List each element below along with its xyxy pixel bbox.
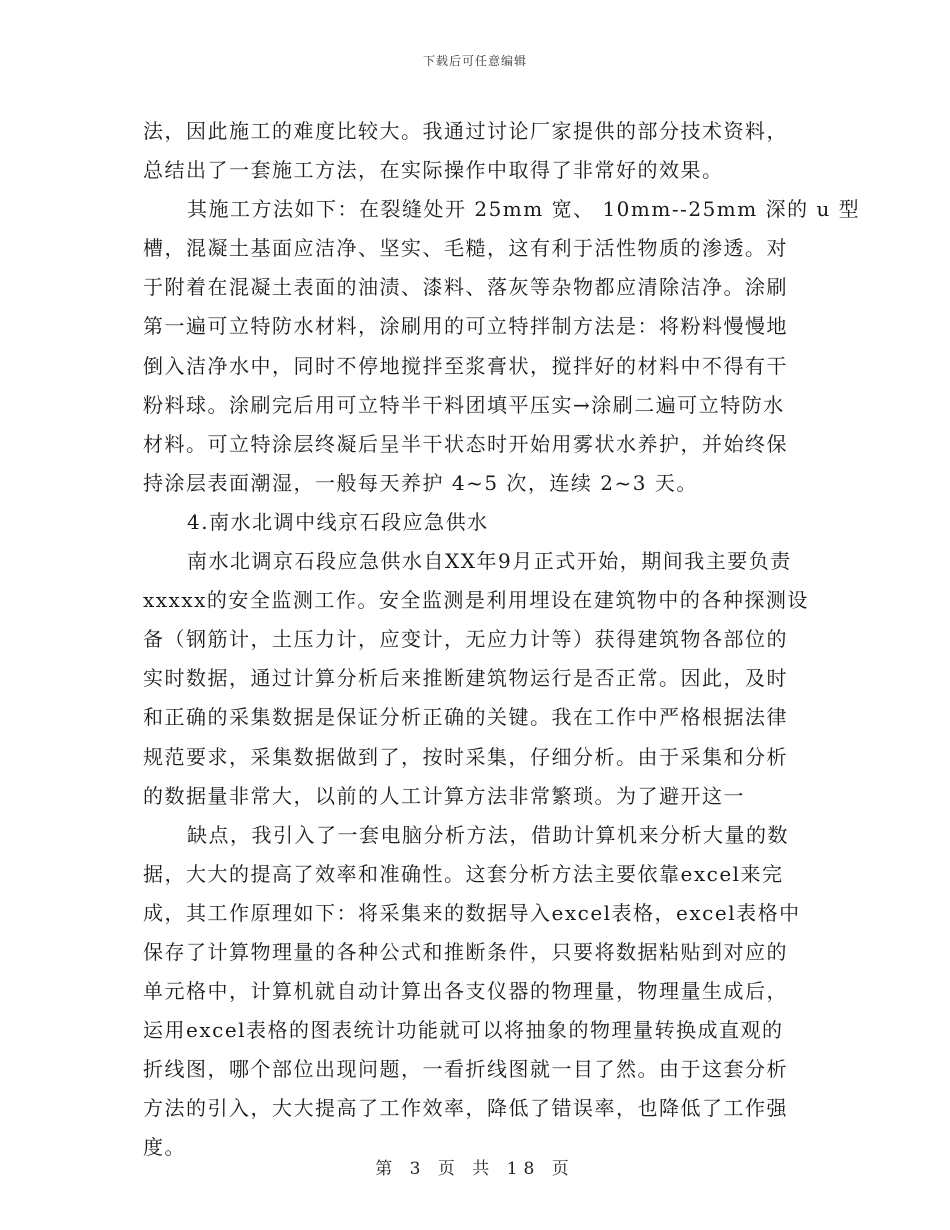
text-line: 法，因此施工的难度比较大。我通过讨论厂家提供的部分技术资料， [143,119,788,143]
page-header: 下载后可任意编辑 [422,54,527,68]
text-line: 规范要求，采集数据做到了，按时采集，仔细分析。由于采集和分析 [143,744,788,769]
text-line: 成，其工作原理如下：将采集来的数据导入excel表格，excel表格中 [143,900,801,925]
text-line: 单元格中，计算机就自动计算出各支仪器的物理量，物理量生成后， [143,979,788,1004]
text-line: 槽，混凝土基面应洁净、坚实、毛糙，这有利于活性物质的渗透。对 [143,236,788,261]
text-line: xxxxx的安全监测工作。安全监测是利用埋设在建筑物中的各种探测设 [143,588,809,613]
text-line: 缺点，我引入了一套电脑分析方法，借助计算机来分析大量的数 [187,822,789,847]
text-line: 第一遍可立特防水材料，涂刷用的可立特拌制方法是：将粉料慢慢地 [143,314,788,339]
text-line: 材料。可立特涂层终凝后呈半干状态时开始用雾状水养护，并始终保 [143,431,788,456]
text-line: 粉料球。涂刷完后用可立特半干料团填平压实→涂刷二遍可立特防水 [143,392,785,417]
text-line: 的数据量非常大，以前的人工计算方法非常繁琐。为了避开这一 [143,783,745,808]
text-line: 总结出了一套施工方法，在实际操作中取得了非常好的效果。 [143,158,724,183]
text-line: 于附着在混凝土表面的油渍、漆料、落灰等杂物都应清除洁净。涂刷 [143,275,788,300]
text-line: 度。 [143,1135,186,1160]
text-line: 其施工方法如下：在裂缝处开 25mm 宽、 10mm--25mm 深的 u 型 [187,197,861,222]
text-line: 持涂层表面潮湿，一般每天养护 4~5 次，连续 2~3 天。 [143,470,698,495]
text-line: 据，大大的提高了效率和准确性。这套分析方法主要依靠excel来完 [143,861,784,886]
text-line: 实时数据，通过计算分析后来推断建筑物运行是否正常。因此，及时 [143,666,788,691]
text-line: 和正确的采集数据是保证分析正确的关键。我在工作中严格根据法律 [143,705,788,730]
text-line: 南水北调京石段应急供水自XX年9月正式开始，期间我主要负责 [187,549,792,574]
text-line: 倒入洁净水中，同时不停地搅拌至浆膏状，搅拌好的材料中不得有干 [143,353,788,378]
document-body [143,112,861,1168]
text-line: 4.南水北调中线京石段应急供水 [187,509,489,534]
page-footer: 第 3 页 共 18 页 [375,1159,575,1179]
text-line: 方法的引入，大大提高了工作效率，降低了错误率，也降低了工作强 [143,1096,788,1121]
text-line: 折线图，哪个部位出现问题，一看折线图就一目了然。由于这套分析 [143,1057,788,1082]
text-line: 备（钢筋计，土压力计，应变计，无应力计等）获得建筑物各部位的 [143,627,788,652]
text-line: 保存了计算物理量的各种公式和推断条件，只要将数据粘贴到对应的 [143,939,788,964]
text-line: 运用excel表格的图表统计功能就可以将抽象的物理量转换成直观的 [143,1018,784,1043]
